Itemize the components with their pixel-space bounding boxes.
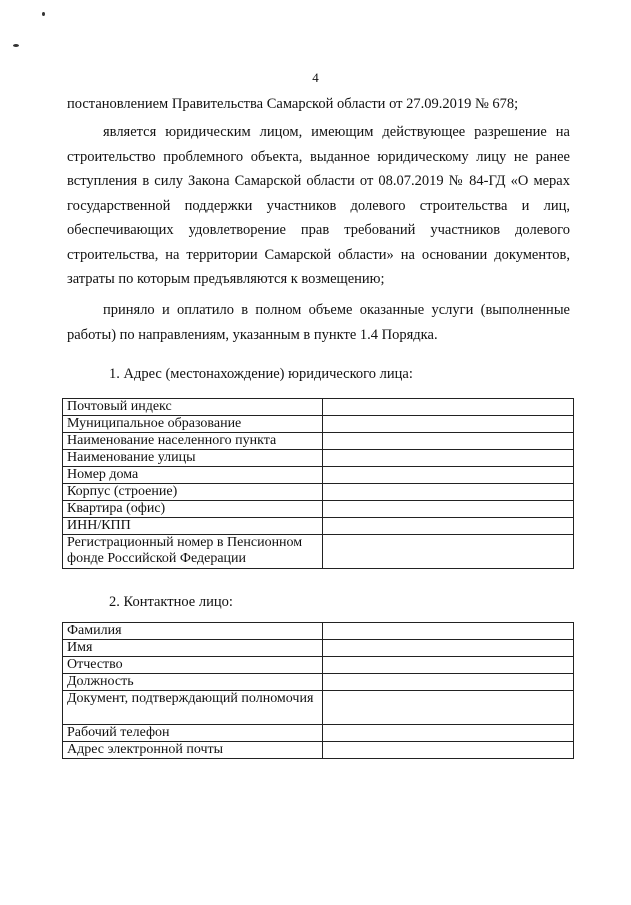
table-row <box>63 484 574 501</box>
row-value-field[interactable] <box>323 501 574 518</box>
row-label: Адрес электронной почты <box>63 742 323 759</box>
table-row <box>63 657 574 674</box>
table-row <box>63 640 574 657</box>
table-row <box>63 450 574 467</box>
row-label: Имя <box>63 640 323 657</box>
table-row <box>63 623 574 640</box>
paragraph-services-paid: приняло и оплатило в полном объеме оказанные услуги (выполненные работы) по направлениям, указанным в пункте 1.4 Порядка. <box>67 302 570 343</box>
row-label: Корпус (строение) <box>63 484 323 501</box>
table-row <box>63 399 574 416</box>
row-label: Рабочий телефон <box>63 725 323 742</box>
row-value-field[interactable] <box>323 484 574 501</box>
row-label: Должность <box>63 674 323 691</box>
row-value-field[interactable] <box>323 518 574 535</box>
row-value-field[interactable] <box>323 467 574 484</box>
row-value-field[interactable] <box>323 674 574 691</box>
row-value-field[interactable] <box>323 623 574 640</box>
row-value-field[interactable] <box>323 742 574 759</box>
contact-section-heading: 2. Контактное лицо: <box>109 594 233 610</box>
row-value-field[interactable] <box>323 450 574 467</box>
contact-table <box>62 622 574 759</box>
row-label: Отчество <box>63 657 323 674</box>
row-label: Наименование улицы <box>63 450 323 467</box>
table-row <box>63 416 574 433</box>
paragraph-legal-entity: является юридическим лицом, имеющим действующее разрешение на строительство проблемного объекта, выданное юридическому лицу не ранее вступления в силу Закона Самарской области от 08.07.2019 № 84-ГД «О мерах государственной поддержки участников долевого строительства и лиц, обеспечивающих удовлетворение прав требований участников долевого строительства, на территории Самарской области» на основании документов, затраты по которым предъявляются к возмещению; <box>67 124 570 287</box>
table-row <box>63 501 574 518</box>
row-value-field[interactable] <box>323 725 574 742</box>
row-label: Документ, подтверждающий полномочия <box>63 691 323 725</box>
table-row <box>63 518 574 535</box>
table-row <box>63 742 574 759</box>
table-row <box>63 535 574 569</box>
table-row <box>63 691 574 725</box>
row-value-field[interactable] <box>323 640 574 657</box>
row-label: Фамилия <box>63 623 323 640</box>
row-value-field[interactable] <box>323 691 574 725</box>
row-label: Муниципальное образование <box>63 416 323 433</box>
row-label: Номер дома <box>63 467 323 484</box>
table-row <box>63 433 574 450</box>
address-table <box>62 398 574 569</box>
table-row <box>63 674 574 691</box>
scan-speck <box>42 12 45 16</box>
row-label: Регистрационный номер в Пенсионном фонде Российской Федерации <box>63 535 323 569</box>
row-value-field[interactable] <box>323 535 574 569</box>
row-value-field[interactable] <box>323 657 574 674</box>
row-label: ИНН/КПП <box>63 518 323 535</box>
row-value-field[interactable] <box>323 399 574 416</box>
scan-speck <box>13 44 19 47</box>
row-label: Квартира (офис) <box>63 501 323 518</box>
row-value-field[interactable] <box>323 416 574 433</box>
table-row <box>63 467 574 484</box>
table-row <box>63 725 574 742</box>
row-label: Наименование населенного пункта <box>63 433 323 450</box>
address-section-heading: 1. Адрес (местонахождение) юридического лица: <box>109 366 413 382</box>
paragraph-decree: постановлением Правительства Самарской области от 27.09.2019 № 678; <box>67 96 519 112</box>
row-value-field[interactable] <box>323 433 574 450</box>
page-number: 4 <box>312 70 319 85</box>
row-label: Почтовый индекс <box>63 399 323 416</box>
